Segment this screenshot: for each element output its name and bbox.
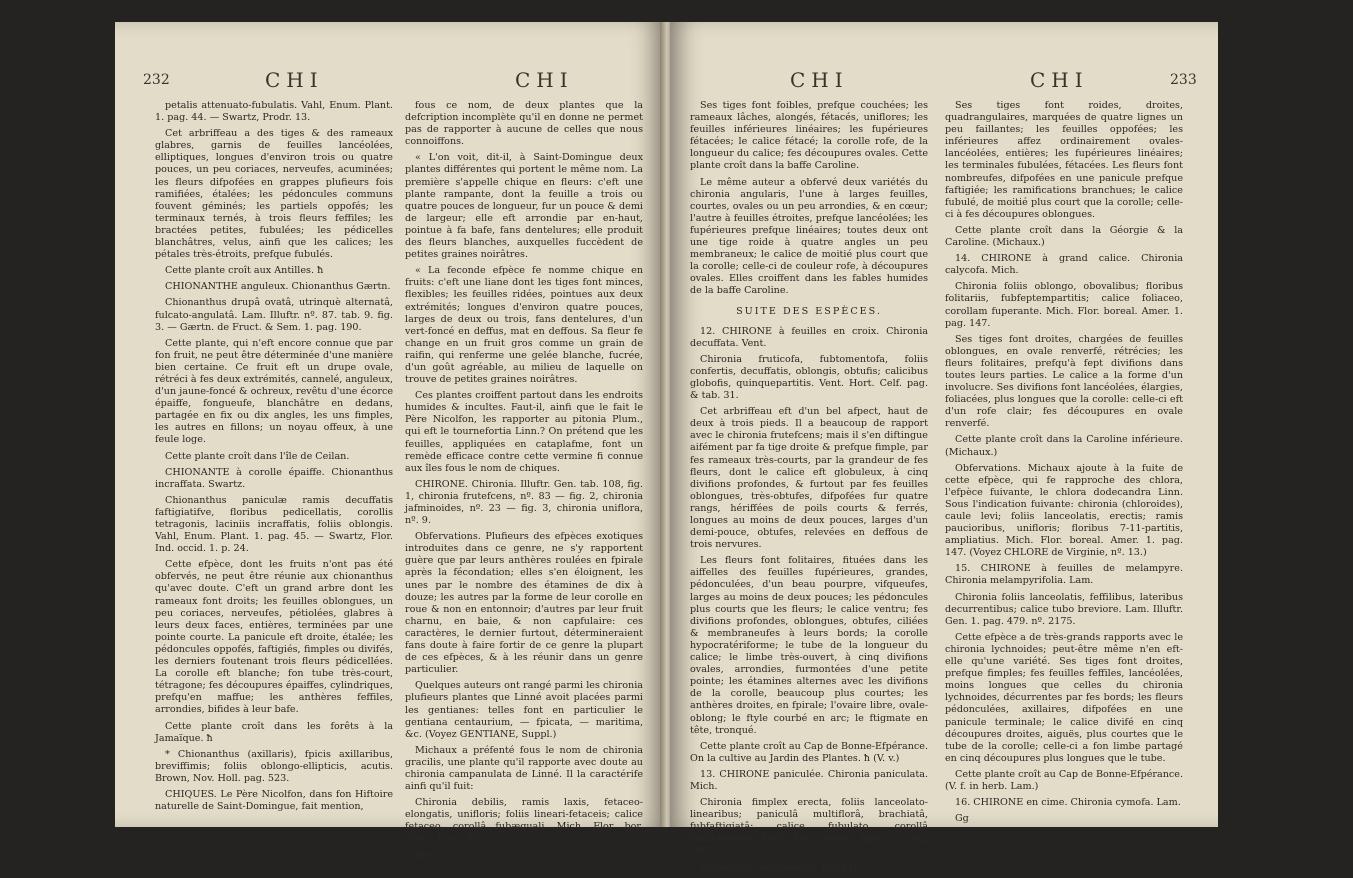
paragraph: Ses xyxy=(415,849,433,861)
right-folio: 233 xyxy=(1170,72,1197,88)
paragraph: Chironia fimplex erecta, foliis lanceolato-linearibus; paniculâ multiflorâ, brachiatâ, fubfaftigiatâ; calice fubulato, corollâ femibreviore. Mich. Flor. boreal. Amer. 1. pag. 146. xyxy=(690,797,928,857)
paragraph: Cette efpèce a de très-grands rapports avec le chironia lychnoides; peut-être même n'en eft-elle qu'une variété. Ses tiges font droites, prefque fimples; fes feuilles feffiles, lancéolées, moins longues que celles du chironia lychnoides, décurrentes par fes bords; les fleurs pédonculées, axillaires, difpofées en une panicule terminale; le calice divifé en cinq découpures droites, aiguës, plus courtes que le tube de la corolle; celle-ci a fon limbe partagé en cinq découpures plus longues que le tube. xyxy=(945,631,1183,764)
paragraph: Chionanthus paniculæ ramis decuffatis faftigiatifve, floribus pedicellatis, corollis tetragonis, laciniis incraffatis, foliis oblongis. Vahl, Enum. Plant. 1. pag. 45. — Swartz, Flor. Ind. occid. 1. p. 24. xyxy=(155,494,393,555)
paragraph: Cette plante croît aux Antilles. ħ xyxy=(165,265,324,277)
paragraph: Cet arbriffeau a des tiges & des rameaux glabres, garnis de feuilles lancéolées, elliptiques, longues d'environ trois ou quatre pouces, un peu coriaces, nerveufes, acuminées; les fleurs difpofées en grappes plufieurs fois ramifiées, étalées; les pédoncules communs fouvent géminés; les partiels oppofés; les terminaux ternés, à trois fleurs feffiles; les bractées petites, fubulées; les pédicelles blanchâtres, velus, ainfi que les calices; les pétales très-étroits, prefque fubulés. xyxy=(155,128,393,261)
paragraph: Chionanthus drupâ ovatâ, utrinquè alternatâ, fulcato-angulatâ. Lam. Illuftr. nº. 87. tab. 9. fig. 3. — Gærtn. de Fruct. & Sem. 1. pag. 190. xyxy=(155,297,393,333)
left-column-2 xyxy=(405,100,643,866)
paragraph: Ses tiges font roides, droites, quadrangulaires, marquées de quatre lignes un peu faillantes; les feuilles oppofées; les inférieures affez ordinairement ovales-lancéolées, entières; les fupérieures linéaires; les terminales fubulées, fétacées. Les fleurs font nombreufes, difpofées en une panicule prefque faftigiée; les ramifications branchues; le calice fubulé, de moitié plus court que la corolle; celle-ci à fes découpures oblongues. xyxy=(945,100,1183,220)
paragraph: Cette plante croît dans la Caroline inférieure. (Michaux.) xyxy=(945,434,1183,458)
paragraph: Cette plante croît dans les forêts à la Jamaïque. ħ xyxy=(155,720,393,744)
paragraph: CHIQUES. Le Père Nicolfon, dans fon Hiftoire naturelle de Saint-Domingue, fait mention, xyxy=(155,788,393,813)
paragraph: CHIONANTHE anguleux. Chionanthus Gærtn. xyxy=(165,281,391,293)
paragraph: Cette plante croît au Cap de Bonne-Efpérance. On la cultive au Jardin des Plantes. ħ (V. v.) xyxy=(690,740,928,764)
paragraph: 12. CHIRONE à feuilles en croix. Chironia decuffata. Vent. xyxy=(690,325,928,349)
paragraph: fous ce nom, de deux plantes que la defcription incomplète qu'il en donne ne permet pas de rapporter à aucune de celles que nous connoiffons. xyxy=(405,100,643,148)
right-column-1 xyxy=(690,100,928,878)
right-column-2 xyxy=(945,100,1183,829)
paragraph: petalis attenuato-fubulatis. Vahl, Enum. Plant. 1. pag. 44. — Swartz, Prodr. 13. xyxy=(155,100,393,124)
left-column-1 xyxy=(155,100,393,817)
paragraph: Cette plante, qui n'eft encore connue que par fon fruit, ne peut être déterminée d'une manière bien certaine. Ce fruit eft un drupe ovale, rétréci à fes deux extrémités, cannelé, anguleux, d'un jaune-foncé & ochreux, revêtu d'une écorce épaiffe, fongueufe, blanchâtre en dedans, partagée en fix ou dix angles, les uns fimples, les autres en fillons; un noyau offeux, à une feule loge. xyxy=(155,337,393,446)
right-running-head-1: CHI xyxy=(790,68,849,92)
paragraph: Cette plante croît dans la Géorgie & la Caroline. (Michaux.) xyxy=(945,224,1183,249)
paragraph: 16. CHIRONE en cime. Chironia cymofa. Lam. xyxy=(955,797,1181,809)
left-folio: 232 xyxy=(143,72,170,88)
right-running-head-2: CHI xyxy=(1030,68,1089,92)
paragraph: CHIONANTE à corolle épaiffe. Chionanthus incraffata. Swartz. xyxy=(155,466,393,490)
paragraph: Cette plante croît dans l'île de Ceilan. xyxy=(165,450,350,462)
paragraph: « L'on voit, dit-il, à Saint-Domingue deux plantes différentes qui portent le même nom. La première s'appelle chique en fleurs: c'eft une plante rampante, dont la feuille a trois ou quatre pouces de longueur, fur un pouce & demi de largeur; elle eft arrondie par en-haut, pointue à fa bafe, fans dentelures; elle produit des fleurs blanches, auxquelles fuccèdent de petites graines noirâtres. xyxy=(405,152,643,261)
paragraph: Cette plante croît au Cap de Bonne-Efpérance. (V. f. in herb. Lam.) xyxy=(945,768,1183,792)
left-page xyxy=(115,22,663,861)
paragraph: SUITE DES ESPÈCES. xyxy=(736,305,882,317)
paragraph: Ces plantes croiffent partout dans les endroits humides & incultes. Faut-il, ainfi que le fait le Père Nicolfon, les rapporter au pitonia Plum., qui eft le tournefortia Linn.? On prétend que les feuilles, appliquées en cataplafme, font un remède efficace contre cette vermine fi connue aux îles fous le nom de chiques. xyxy=(405,390,643,474)
paragraph: Quelques auteurs ont rangé parmi les chironia plufieurs plantes que Linné avoit placées parmi les gentianes: telles font en particulier le gentiana centaurium, — fpicata, — maritima, &c. (Voyez GENTIANE, Suppl.) xyxy=(405,680,643,740)
paragraph: Obfervations. Plufieurs des efpèces exotiques introduites dans ce genre, ne s'y rapportent guère que par leurs anthères roulées en fpirale après la fécondation; elles s'en éloignent, les unes par le nombre des étamines de dix à douze; les autres par la forme de leur corolle en roue & non en entonnoir; d'autres par leur fruit charnu, en baie, & non capfulaire: ces caractères, le dernier furtout, détermineraient fans doute à faire fortir de ce genre la plupart de ces efpèces, & à les réunir dans un genre particulier. xyxy=(405,531,643,676)
paragraph: 14. CHIRONE à grand calice. Chironia calycofa. Mich. xyxy=(945,253,1183,277)
paragraph: Chironia foliis oblongo, obovalibus; floribus folitariis, fubfeptempartitis; calice foliaceo, corollam fuperante. Mich. Flor. boreal. Amer. 1. pag. 147. xyxy=(945,281,1183,329)
paragraph: Obfervations. Michaux ajoute à la fuite de cette efpèce, qui fe rapproche des chlora, l'efpèce fuivante, le chlora dodecandra Linn. Sous l'indication fuivante: chironia (chloroides), caule levi; foliis lanceolatis, erectis; ramis paucioribus, unifloris; floribus 7-11-partitis, ampliatius. Mich. Flor. boreal. Amer. 1. pag. 147. (Voyez CHLORE de Virginie, nº. 13.) xyxy=(945,462,1183,559)
paragraph: Le même auteur a obfervé deux variétés du chironia angularis, l'une à larges feuilles, courtes, ovales ou un peu arrondies, & en cœur; l'autre à feuilles étroites, prefque lancéolées; les fupérieures prefque linéaires; toutes deux ont une tige roide à quatre angles un peu membraneux; le calice de moitié plus court que la corolle; celle-ci de couleur rofe, à découpures ovales. Elles croiffent dans les fables humides de la baffe Caroline. xyxy=(690,176,928,297)
paragraph: Botanique. Supplément. Tome II. xyxy=(700,861,861,873)
paragraph: Chironia foliis lanceolatis, feffilibus, lateribus decurrentibus; calice tubo breviore. Lam. Illuftr. Gen. 1. pag. 479. nº. 2175. xyxy=(945,591,1183,627)
paragraph: 13. CHIRONE paniculée. Chironia paniculata. Mich. xyxy=(690,768,928,792)
paragraph: * Chionanthus (axillaris), fpicis axillaribus, breviffimis; foliis oblongo-ellipticis, acutis. Brown, Nov. Holl. pag. 523. xyxy=(155,748,393,784)
left-running-head-2: CHI xyxy=(515,68,574,92)
paragraph: Chironia debilis, ramis laxis, fetaceo-elongatis, unifloris; foliis lineari-fetaceis; calice fetaceo, corollâ fubæquali. Mich. Flor. bor. Amer. 1. p. 146. xyxy=(405,797,643,845)
paragraph: Michaux a préfenté fous le nom de chironia gracilis, une plante qu'il rapporte avec doute au chironia campanulata de Linné. Il la caractérife ainfi qu'il fuit: xyxy=(405,744,643,793)
paragraph: CHIRONE. Chironia. Illuftr. Gen. tab. 108, fig. 1, chironia frutefcens, nº. 83 — fig. 2, chironia jafminoides, nº. 23 — fig. 3, chironia uniflora, nº. 9. xyxy=(405,478,643,527)
right-page xyxy=(670,22,1218,873)
paragraph: Les fleurs font folitaires, fituées dans les aiffelles des feuilles fupérieures, grandes, pédonculées, d'un beau pourpre, vifqueufes, larges au moins de deux pouces; les pédoncules plus courts que les fleurs; le calice ventru; fes divifions profondes, oblongues, obtufes, ciliées & membraneufes à leurs bords; la corolle hypocratériforme; le tube de la longueur du calice; le limbe très-ouvert, à cinq divifions ovales, arrondies, furmontées d'une petite pointe; les étamines alternes avec les divifions de la corolle, beaucoup plus courtes; les anthères droites, en fpirale; l'ovaire libre, ovale-oblong; le ftyle courbé en arc; le ftigmate en tête, tronqué. xyxy=(690,555,928,736)
paragraph: Gg xyxy=(955,813,969,825)
paragraph: Ses tiges font foibles, prefque couchées; les rameaux lâches, alongés, fétacés, uniflores; les feuilles inférieures linéaires; les fupérieures fétacées; le calice fétacé; la corolle rofe, de la longueur du calice; fes découpures ovales. Cette plante croît dans la baffe Caroline. xyxy=(690,100,928,172)
left-running-head-1: CHI xyxy=(265,68,324,92)
paragraph: Cette efpèce, dont les fruits n'ont pas été obfervés, ne peut être réunie aux chionanthus qu'avec doute. C'eft un grand arbre dont les rameaux font droits; les feuilles oblongues, un peu coriaces, nerveufes, pétiolées, glabres à leurs deux faces, entières, terminées par une pointe courte. La panicule eft droite, étalée; les pédoncules oppofés, faftigiés, fimples ou divifés, les derniers foutenant trois fleurs pédicellées. La corolle eft blanche; fon tube très-court, tétragone; fes découpures épaiffes, cylindriques, prefqu'en maffue; les anthères feffiles, arrondies, bifides à leur bafe. xyxy=(155,559,393,716)
paragraph: « La feconde efpèce fe nomme chique en fruits: c'eft une liane dont les tiges font minces, flexibles; les feuilles ridées, pointues aux deux extrémités; longues d'environ quatre pouces, larges de deux ou trois, fans dentelures, d'un vert-foncé en deffus, mat en deffous. Sa fleur fe change en un fruit gros comme un grain de raifin, qui renferme une gelée blanche, fucrée, d'un goût agréable, au milieu de laquelle on trouve de petites graines noirâtres. xyxy=(405,265,643,386)
paragraph: Ses tiges font droites, chargées de feuilles oblongues, en ovale renverfé, rétrécies; les fleurs folitaires, prefqu'à fept divifions dans toutes leurs parties. Le calice a la forme d'un involucre. Ses divifions font lancéolées, élargies, foliacées, plus longues que la corolle: celle-ci eft d'un rofe clair; fes découpures en ovale renverfé. xyxy=(945,333,1183,430)
paragraph: Cet arbriffeau eft d'un bel afpect, haut de deux à trois pieds. Il a beaucoup de rapport avec le chironia frutefcens; mais il s'en diftingue aifément par fa tige droite & prefque fimple, par fes rameaux très-courts, par la grandeur de fes fleurs, dont le calice eft globuleux, à cinq divifions profondes, & furtout par fes feuilles oblongues, très-obtufes, difpofées fur quatre rangs, hériffées de poils courts & ferrés, longues au moins de deux pouces, larges d'un demi-pouce, obtufes, relevées en deffous de trois nervures. xyxy=(690,406,928,551)
paragraph: Chironia fruticofa, fubtomentofa, foliis confertis, decuffatis, oblongis, obtufis; calicibus globofis, quinquepartitis. Vent. Hort. Celf. pag. & tab. 31. xyxy=(690,353,928,402)
paragraph: 15. CHIRONE à feuilles de melampyre. Chironia melampyrifolia. Lam. xyxy=(945,563,1183,587)
